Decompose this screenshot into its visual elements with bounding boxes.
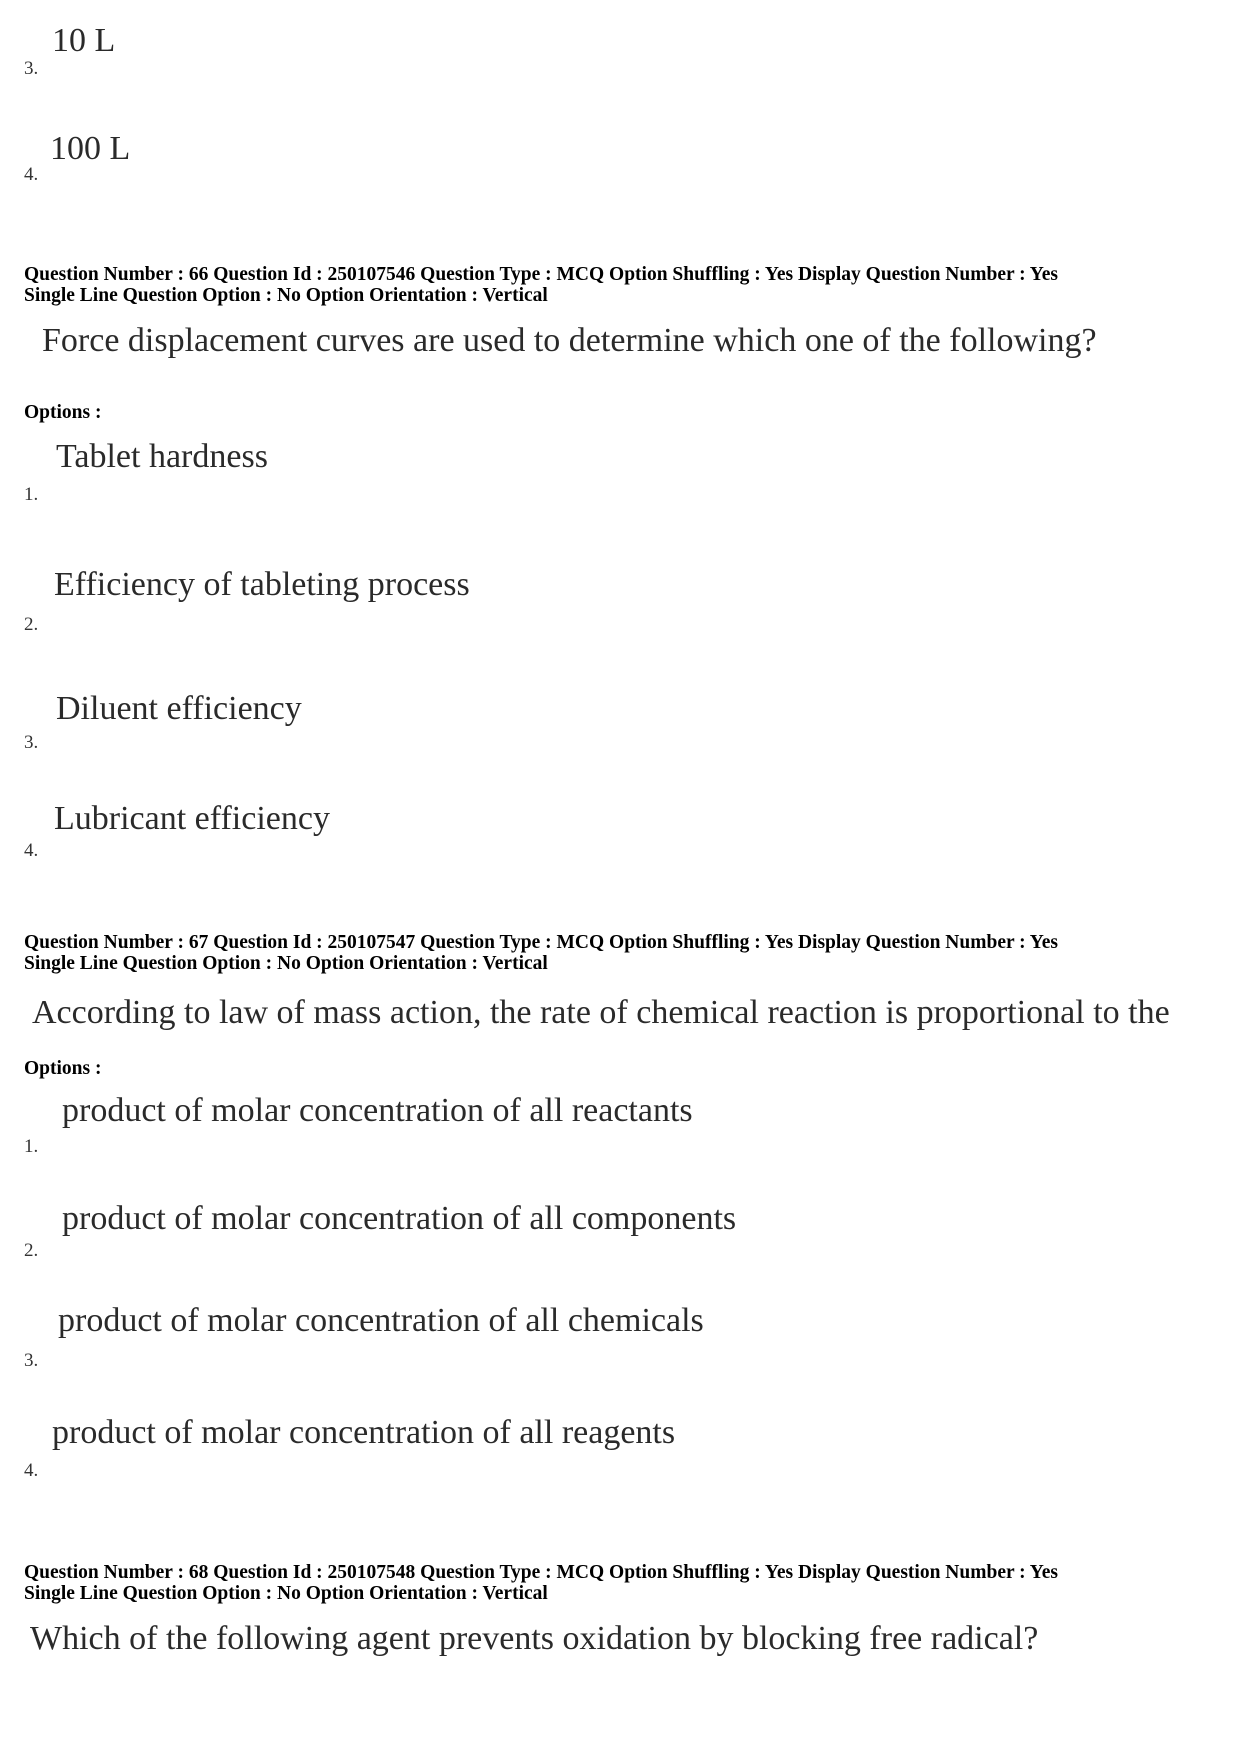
option-number: 2. bbox=[24, 614, 39, 635]
option-text: product of molar concentration of all reagents bbox=[52, 1414, 676, 1451]
question-meta-line1: Question Number : 68 Question Id : 250107548 Question Type : MCQ Option Shuffling : Yes Display Question Number : Yes bbox=[24, 1562, 1058, 1583]
option-text: product of molar concentration of all components bbox=[62, 1200, 737, 1237]
option-number: 4. bbox=[24, 164, 39, 185]
question-meta-line1: Question Number : 67 Question Id : 250107547 Question Type : MCQ Option Shuffling : Yes Display Question Number : Yes bbox=[24, 932, 1058, 953]
option-text: Tablet hardness bbox=[56, 438, 268, 475]
option-number: 1. bbox=[24, 1136, 39, 1157]
option-text: Efficiency of tableting process bbox=[54, 566, 470, 603]
option-text: 100 L bbox=[50, 130, 131, 167]
option-text: Lubricant efficiency bbox=[54, 800, 330, 837]
option-text: Diluent efficiency bbox=[56, 690, 302, 727]
options-label: Options : bbox=[24, 402, 102, 423]
question-meta bbox=[24, 1562, 1058, 1604]
question-text: According to law of mass action, the rate of chemical reaction is proportional to the bbox=[32, 994, 1170, 1031]
option-number: 1. bbox=[24, 484, 39, 505]
options-label: Options : bbox=[24, 1058, 102, 1079]
question-meta-line2: Single Line Question Option : No Option Orientation : Vertical bbox=[24, 1583, 548, 1604]
option-text: 10 L bbox=[52, 22, 116, 59]
option-number: 2. bbox=[24, 1240, 39, 1261]
question-meta-line2: Single Line Question Option : No Option Orientation : Vertical bbox=[24, 285, 548, 306]
option-text: product of molar concentration of all reactants bbox=[62, 1092, 693, 1129]
option-number: 4. bbox=[24, 1460, 39, 1481]
question-meta bbox=[24, 264, 1058, 306]
question-meta-line2: Single Line Question Option : No Option Orientation : Vertical bbox=[24, 953, 548, 974]
option-number: 3. bbox=[24, 58, 39, 79]
question-meta-line1: Question Number : 66 Question Id : 250107546 Question Type : MCQ Option Shuffling : Yes Display Question Number : Yes bbox=[24, 264, 1058, 285]
question-text: Force displacement curves are used to determine which one of the following? bbox=[42, 322, 1097, 359]
question-text: Which of the following agent prevents oxidation by blocking free radical? bbox=[30, 1620, 1039, 1657]
option-number: 3. bbox=[24, 732, 39, 753]
option-text: product of molar concentration of all chemicals bbox=[58, 1302, 704, 1339]
question-meta bbox=[24, 932, 1058, 974]
option-number: 4. bbox=[24, 840, 39, 861]
option-number: 3. bbox=[24, 1350, 39, 1371]
